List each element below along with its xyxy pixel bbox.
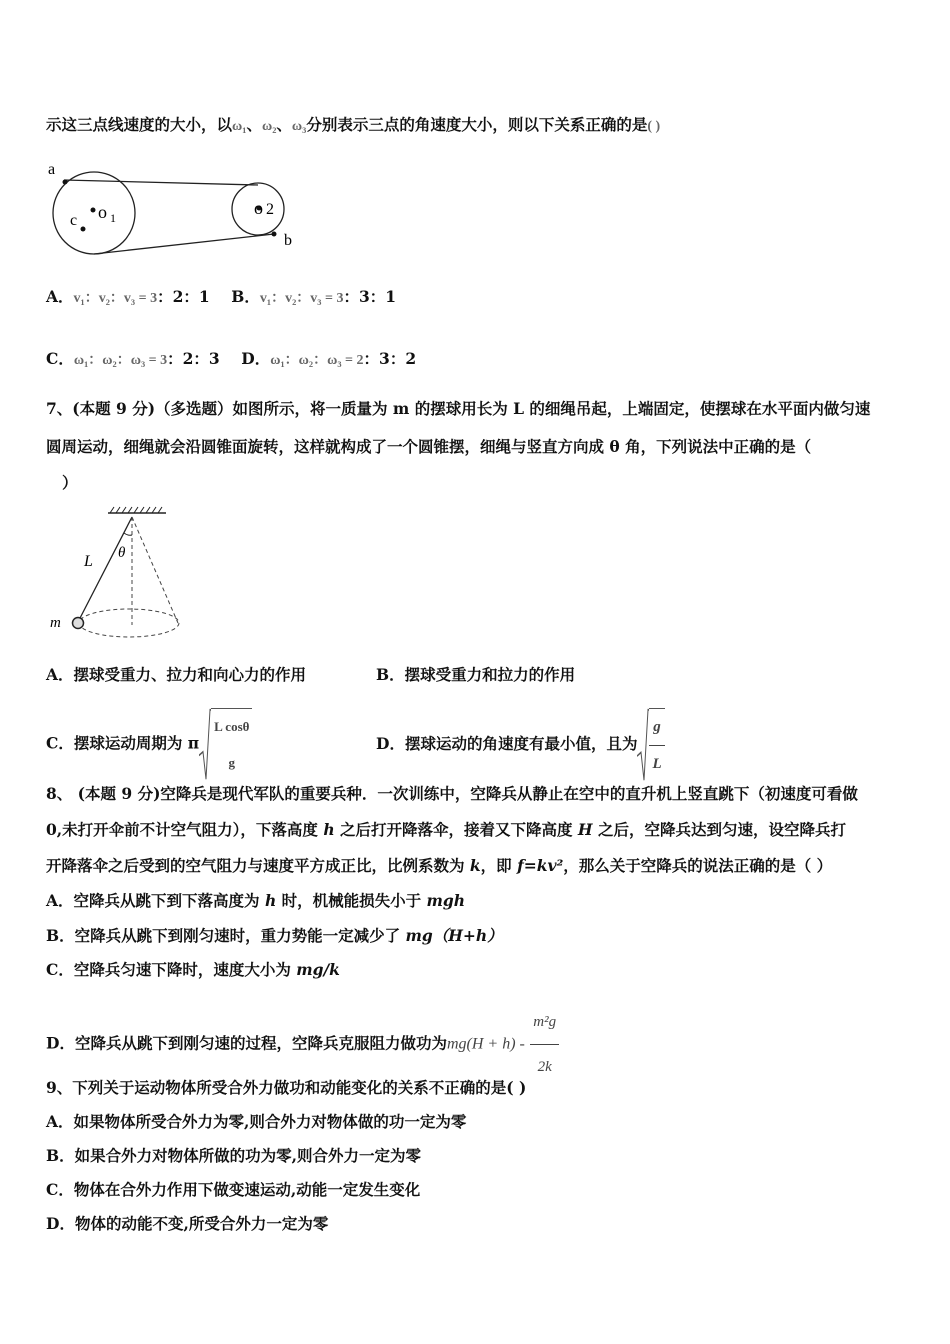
- sqrt-expression: L cosθ g: [199, 708, 252, 781]
- label-L: L: [84, 553, 93, 570]
- point-o1: [91, 208, 96, 213]
- q7-stem-line-3: ）: [62, 473, 78, 492]
- q8-option-D[interactable]: D．空降兵从跳下到刚匀速的过程，空降兵克服阻力做功为mg(H + h) - $\frac{\text{m²g}}{2k}$: [46, 1000, 559, 1089]
- q9-option-D[interactable]: D．物体的动能不变,所受合外力一定为零: [46, 1214, 329, 1233]
- q6-option-B[interactable]: B．v₁：v₂：v₃ = 3：3：1: [231, 287, 397, 306]
- radical-sign: [199, 708, 211, 781]
- q7-stem-line-2: 圆周运动，细绳就会沿圆锥面旋转，这样就构成了一个圆锥摆，细绳与竖直方向成 θ 角，下列说法中正确的是（: [46, 437, 812, 456]
- q6-options-row-1: [46, 286, 396, 310]
- q6-options-row-2: [46, 348, 416, 372]
- label-a: a: [48, 161, 56, 178]
- q7-option-C[interactable]: C．摆球运动周期为 π L cosθ g: [46, 708, 252, 781]
- label-o2-sub: 2: [266, 201, 274, 218]
- q7-option-B[interactable]: B．摆球受重力和拉力的作用: [376, 665, 576, 684]
- sqrt-expression: $\frac{g}{L}$: [637, 708, 664, 782]
- q7-option-D[interactable]: D．摆球运动的角速度有最小值，且为 $\frac{g}{L}$: [376, 708, 665, 782]
- pendulum-bob: [73, 618, 84, 629]
- q7-option-A[interactable]: A．摆球受重力、拉力和向心力的作用: [46, 665, 307, 684]
- q9-option-A[interactable]: A．如果物体所受合外力为零,则合外力对物体做的功一定为零: [46, 1112, 467, 1131]
- label-b: b: [284, 232, 292, 249]
- q9-option-B[interactable]: B．如果合外力对物体所做的功为零,则合外力一定为零: [46, 1146, 421, 1165]
- ceiling-hatch: [110, 507, 162, 513]
- belt-pulley-diagram: [44, 158, 304, 260]
- q8-option-A[interactable]: A．空降兵从跳下到下落高度为 h 时，机械能损失小于 mgh: [46, 891, 466, 910]
- label-theta: θ: [118, 545, 126, 561]
- omega1-symbol: ω₁: [232, 119, 247, 134]
- q6-stem: 示这三点线速度的大小，以ω₁、ω₂、ω₃分别表示三点的角速度大小，则以下关系正确的是( ): [46, 115, 661, 134]
- circular-path: [79, 609, 179, 637]
- label-o1-sub: 1: [110, 211, 116, 225]
- q7-stem-line-1: 7、(本题 9 分)（多选题）如图所示，将一质量为 m 的摆球用长为 L 的细绳吊起，上端固定，使摆球在水平面内做匀速: [46, 399, 871, 418]
- omega3-symbol: ω₃: [291, 119, 307, 134]
- label-o2: o: [254, 198, 263, 218]
- q9-stem: 9、下列关于运动物体所受合外力做功和动能变化的关系不正确的是( ): [46, 1078, 527, 1097]
- label-m: m: [50, 615, 61, 631]
- q8-stem-line-1: 8、 (本题 9 分)空降兵是现代军队的重要兵种．一次训练中，空降兵从静止在空中的直升机上竖直跳下（初速度可看做: [46, 784, 858, 803]
- conical-pendulum-diagram: [44, 505, 189, 645]
- theta-arc: [124, 533, 132, 535]
- point-b: [272, 232, 277, 237]
- work-expression: mg(H + h) -: [446, 1035, 525, 1053]
- q8-stem-line-3: 开降落伞之后受到的空气阻力与速度平方成正比，比例系数为 k，即 f=kv²，那么关于空降兵的说法正确的是（ ）: [46, 856, 833, 875]
- point-c: [81, 227, 86, 232]
- point-a: [63, 180, 68, 185]
- radical-sign: [637, 708, 649, 782]
- work-fraction: $\frac{\text{m²g}}{2k}$: [530, 1000, 559, 1089]
- cone-right-edge: [132, 517, 178, 623]
- q8-stem-line-2: 0,未打开伞前不计空气阻力），下落高度 h 之后打开降落伞，接着又下降高度 H 之后，空降兵达到匀速，设空降兵打: [46, 820, 846, 839]
- label-c: c: [70, 212, 78, 229]
- belt-top: [64, 180, 258, 185]
- answer-paren: ( ): [647, 119, 661, 134]
- label-o1: o: [98, 202, 107, 222]
- q6-option-D[interactable]: D．ω₁：ω₂：ω₃ = 2：3：2: [241, 349, 417, 368]
- q6-option-A[interactable]: A．v₁：v₂：v₃ = 3：2：1: [46, 287, 210, 306]
- q8-option-C[interactable]: C．空降兵匀速下降时，速度大小为 mg/k: [46, 960, 340, 979]
- omega2-symbol: ω₂: [261, 119, 277, 134]
- q6-option-C[interactable]: C．ω₁：ω₂：ω₃ = 3：2：3: [46, 349, 220, 368]
- q9-option-C[interactable]: C．物体在合外力作用下做变速运动,动能一定发生变化: [46, 1180, 421, 1199]
- q8-option-B[interactable]: B．空降兵从跳下到刚匀速时，重力势能一定减少了 mg（H+h）: [46, 926, 503, 945]
